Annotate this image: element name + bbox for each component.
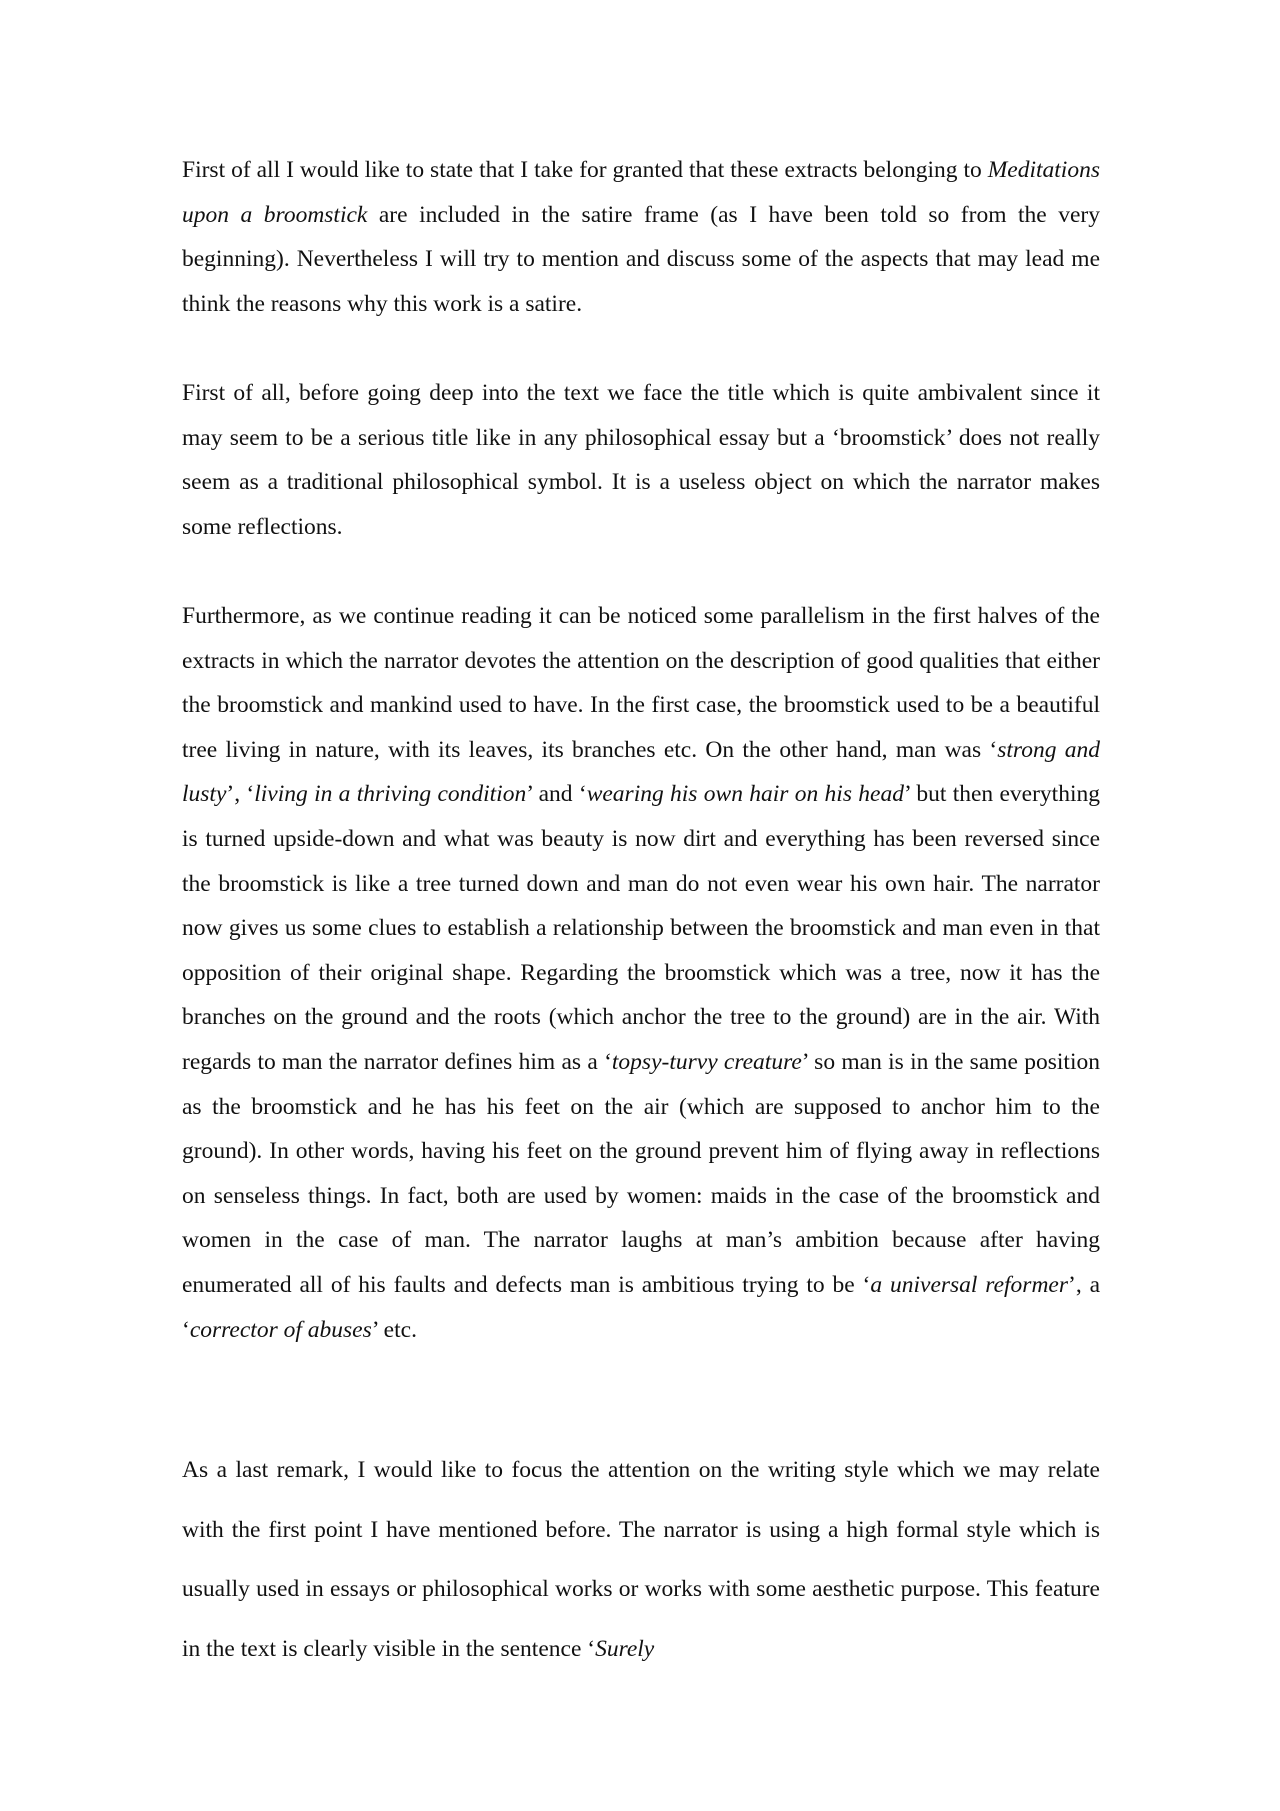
italic-quote: topsy-turvy creature	[611, 1048, 802, 1075]
italic-quote: living in a thriving condition	[254, 781, 527, 808]
text-segment: As a last remark, I would like to focus the attention on the writing style which we may relate with the first point I have mentioned before. The narrator is using a high formal style which is usually used in essays or philosophical works or works with some aesthetic purpose. This feature in the text is clearly visible in the sentence ‘	[182, 1457, 1100, 1662]
italic-quote: a universal reformer	[870, 1271, 1068, 1298]
paragraph-text	[182, 594, 1100, 1352]
paragraph-intro	[182, 148, 1100, 326]
text-segment: ’, a ‘	[182, 1271, 1101, 1343]
text-segment: ’ and ‘	[526, 781, 587, 808]
text-segment: ’, ‘	[226, 781, 255, 808]
italic-quote: Surely	[595, 1635, 655, 1662]
italic-title: Meditations upon a broomstick	[182, 157, 1100, 228]
italic-quote: strong and lusty	[182, 736, 1100, 808]
paragraph-text	[182, 148, 1100, 326]
text-segment: are included in the satire frame (as I have been told so from the very beginning). Nevertheless I will try to mention and discuss some of the aspects that may lead me think the reasons why this work is a satire.	[182, 201, 1100, 317]
italic-quote: corrector of abuses	[189, 1316, 372, 1343]
italic-quote: wearing his own hair on his head	[586, 781, 904, 808]
text-segment: First of all I would like to state that I take for granted that these extracts belonging to	[182, 157, 988, 183]
text-segment: Furthermore, as we continue reading it can be noticed some parallelism in the first halves of the extracts in which the narrator devotes the attention on the description of good qualities that either the broomstick and mankind used to have. In the first case, the broomstick used to be a beautiful tree living in nature, with its leaves, its branches etc. On the other hand, man was ‘	[182, 603, 1100, 763]
text-segment: ’ so man is in the same position as the broomstick and he has his feet on the air (which are supposed to anchor him to the ground). In other words, having his feet on the ground prevent him of flying away in reflections on senseless things. In fact, both are used by women: maids in the case of the broomstick and women in the case of man. The narrator laughs at man’s ambition because after having enumerated all of his faults and defects man is ambitious trying to be ‘	[182, 1048, 1100, 1298]
text-segment: ’ etc.	[371, 1316, 417, 1343]
paragraph-parallelism	[182, 594, 1100, 1352]
text-segment: ’ but then everything is turned upside-down and what was beauty is now dirt and everything has been reversed since the broomstick is like a tree turned down and man do not even wear his own hair. The narrator now gives us some clues to establish a relationship between the broomstick and man even in that opposition of their original shape. Regarding the broomstick which was a tree, now it has the branches on the ground and the roots (which anchor the tree to the ground) are in the air. With regards to man the narrator defines him as a ‘	[182, 781, 1100, 1075]
paragraph-text	[182, 371, 1100, 549]
text-segment: First of all, before going deep into the text we face the title which is quite ambivalent since it may seem to be a serious title like in any philosophical essay but a ‘broomstick’ does not really seem as a traditional philosophical symbol. It is a useless object on which the narrator makes some reflections.	[182, 380, 1100, 540]
paragraph-writing-style	[182, 1441, 1100, 1679]
paragraph-text	[182, 1441, 1100, 1679]
paragraph-title-discussion	[182, 371, 1100, 549]
